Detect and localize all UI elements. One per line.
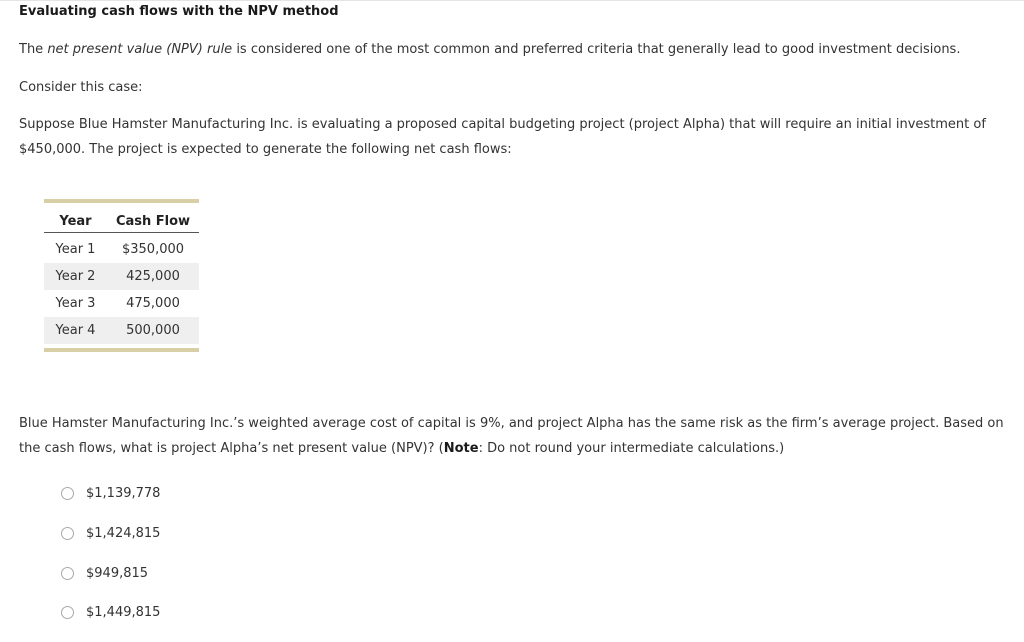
table-row: Year 1 $350,000 (55, 242, 185, 257)
answer-option[interactable] (61, 486, 160, 501)
page-title: Evaluating cash flows with the NPV method (19, 4, 339, 19)
radio-button[interactable] (61, 487, 74, 500)
answer-option[interactable] (61, 605, 160, 620)
case-paragraph: Suppose Blue Hamster Manufacturing Inc. is evaluating a proposed capital budgeting project (project Alpha) that will require an initial investment of $450,000. The project is expected to generate the following net cash flows: (19, 117, 986, 157)
radio-button[interactable] (61, 527, 74, 540)
top-divider (0, 0, 1024, 1)
radio-button[interactable] (61, 606, 74, 619)
radio-button[interactable] (61, 567, 74, 580)
table-row: Year 2 425,000 (44, 263, 199, 290)
consider-text: Consider this case: (19, 80, 143, 95)
table-bottom-bar (44, 348, 199, 352)
table-header (44, 203, 199, 233)
option-label[interactable]: $1,139,778 (86, 486, 161, 501)
question-paragraph: Blue Hamster Manufacturing Inc.’s weighted average cost of capital is 9%, and project Alpha has the same risk as the firm’s average project. Based on the cash flows, what is project Alpha’s net present value (NPV)? (Note: Do not round your intermediate calculations.) (19, 416, 1004, 456)
header-year: Year (59, 214, 92, 229)
intro-paragraph: The net present value (NPV) rule is considered one of the most common and preferred criteria that generally lead to good investment decisions. (19, 42, 961, 57)
table-row: Year 3 475,000 (55, 296, 180, 311)
header-cash-flow: Cash Flow (115, 214, 191, 229)
option-label[interactable]: $949,815 (86, 566, 149, 581)
npv-rule-term: net present value (NPV) rule (47, 42, 233, 57)
option-label[interactable]: $1,449,815 (86, 605, 161, 620)
answer-option[interactable] (61, 526, 160, 541)
cash-flow-table (44, 199, 199, 352)
table-row: Year 4 500,000 (44, 317, 199, 344)
option-label[interactable]: $1,424,815 (86, 526, 161, 541)
answer-option[interactable] (61, 566, 148, 581)
